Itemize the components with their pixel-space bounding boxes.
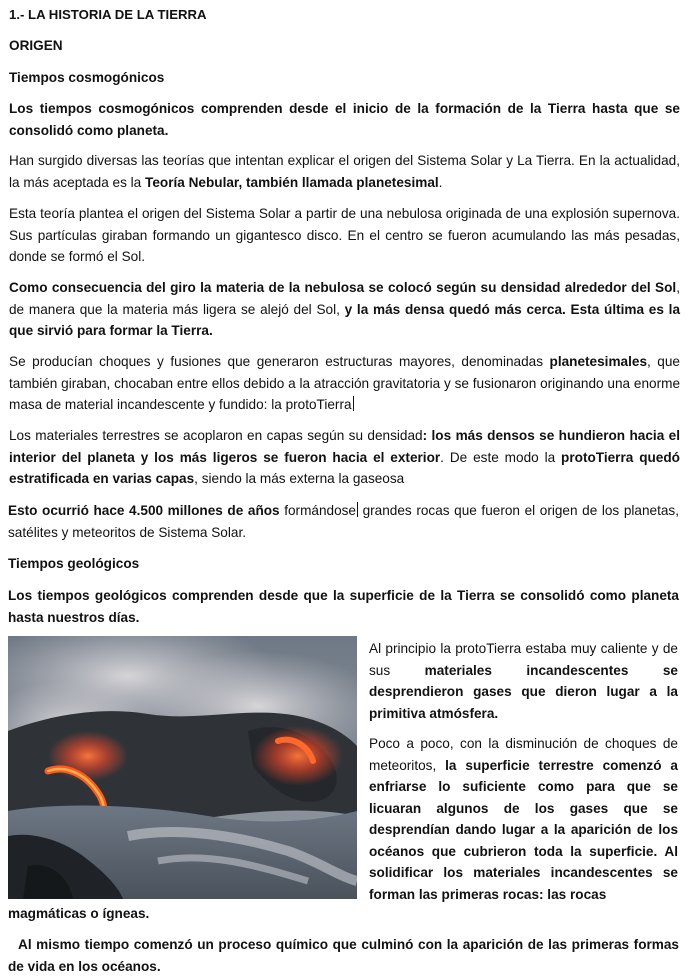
lava-ocean-illustration (8, 636, 357, 899)
paragraph-density: Como consecuencia del giro la materia de la nebulosa se colocó según su densidad alrededor del Sol, de manera que la materia más ligera se alejó del Sol, y la más densa quedó más cerca. Esta última es la que sirvió para formar la Tierra. (9, 280, 681, 338)
cosmogonic-subtitle: Tiempos cosmogónicos (9, 70, 165, 85)
paragraph-cosmogonic-definition: Los tiempos cosmogónicos comprenden desde el inicio de la formación de la Tierra hasta que se consolidó como planeta. (9, 101, 680, 138)
paragraph-geologic-definition: Los tiempos geológicos comprenden desde que la superficie de la Tierra se consolidó como planeta hasta nuestros días. (8, 588, 679, 625)
section-title: 1.- LA HISTORIA DE LA TIERRA (9, 7, 207, 22)
geologic-subtitle: Tiempos geológicos (8, 556, 140, 571)
paragraph-atmosphere: Al principio la protoTierra estaba muy caliente y de sus materiales incandescentes se desprendieron gases que dieron lugar a la primitiva atmósfera. (369, 641, 678, 721)
paragraph-life-origin: Al mismo tiempo comenzó un proceso químico que culminó con la aparición de las primeras formas de vida en los océanos. (8, 937, 679, 974)
paragraph-oceans: Poco a poco, con la disminución de choques de meteoritos, la superficie terrestre comenzó a enfriarse lo suficiente como para que se licuaran algunos de los gases que se desprendían dando lugar a la aparición de los océanos que cubrieron toda la superficie. Al solidificar los materiales incandescentes se forman las primeras rocas: las rocas (369, 736, 678, 902)
paragraph-nebula: Esta teoría plantea el origen del Sistema Solar a partir de una nebulosa originada de una explosión supernova. Sus partículas giraban formando un gigantesco disco. En el centro se fueron acumulando las más pesadas, donde se formó el Sol. (9, 206, 680, 264)
paragraph-layers: Los materiales terrestres se acoplaron en capas según su densidad: los más densos se hundieron hacia el interior del planeta y los más ligeros se fueron hacia el exterior. De este modo la protoTierra quedó estratificada en varias capas, siendo la más externa la gaseosa (9, 428, 680, 486)
paragraph-oceans-continued: magmáticas o ígneas. (8, 906, 150, 921)
text-cursor (353, 396, 354, 411)
origin-heading: ORIGEN (9, 38, 63, 53)
paragraph-age: Esto ocurrió hace 4.500 millones de años formándose grandes rocas que fueron el origen de los planetas, satélites y meteoritos de Sistema Solar. (8, 503, 680, 540)
paragraph-planetesimals: Se producían choques y fusiones que generaron estructuras mayores, denominadas planetesimales, que también giraban, chocaban entre ellos debido a la atracción gravitatoria y se fusionaron originando una enorme masa de material incandescente y fundido: la protoTierra (9, 354, 680, 412)
paragraph-theories: Han surgido diversas las teorías que intentan explicar el origen del Sistema Solar y La Tierra. En la actualidad, la más aceptada es la Teoría Nebular, también llamada planetesimal. (9, 153, 680, 190)
lava-ocean-photo (8, 636, 357, 899)
